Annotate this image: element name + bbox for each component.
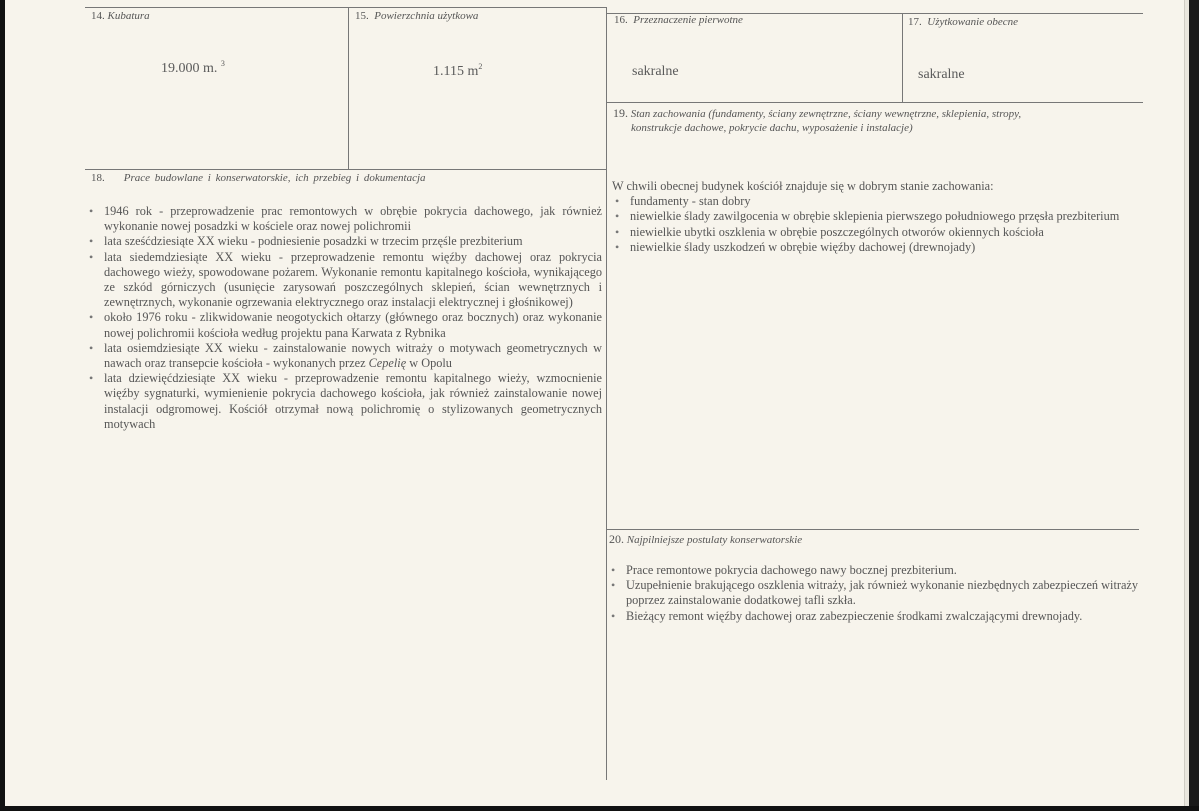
list-item: • niewielkie ślady uszkodzeń w obrębie więźby dachowej (drewnojady) bbox=[612, 240, 1140, 255]
field-20-content bbox=[608, 563, 1138, 624]
field-19-list bbox=[612, 194, 1140, 255]
field-19-intro: W chwili obecnej budynek kościół znajduje się w dobrym stanie zachowania: bbox=[612, 179, 994, 193]
list-item: • 1946 rok - przeprowadzenie prac remontowych w obrębie pokrycia dachowego, jak również wykonanie nowej posadzki w kościele oraz nowej polichromii bbox=[86, 204, 602, 234]
list-item: • fundamenty - stan dobry bbox=[612, 194, 1140, 209]
field-17-label: 17. Użytkowanie obecne bbox=[908, 16, 1018, 28]
list-item: • niewielkie ubytki oszklenia w obrębie poszczególnych otworów okiennych kościoła bbox=[612, 225, 1140, 240]
divider-18-top bbox=[85, 169, 607, 170]
field-19-content bbox=[612, 179, 1140, 255]
list-item: • niewielkie ślady zawilgocenia w obrębie sklepienia pierwszego południowego przęsła prezbiterium bbox=[612, 209, 1140, 224]
field-16-value: sakralne bbox=[632, 64, 679, 79]
field-20-label: 20. Najpilniejsze postulaty konserwatorskie bbox=[609, 532, 803, 546]
field-18-list bbox=[86, 204, 602, 432]
divider-16-17 bbox=[902, 13, 903, 102]
field-18-label: 18. Prace budowlane i konserwatorskie, ich przebieg i dokumentacja bbox=[91, 172, 426, 184]
field-19-label: 19. Stan zachowania (fundamenty, ściany zewnętrzne, ściany wewnętrzne, sklepienia, stropy, konstrukcje dachowe, pokrycie dachu, wyposażenie i instalacje) bbox=[613, 106, 1022, 134]
list-item: • około 1976 roku - zlikwidowanie neogotyckich ołtarzy (głównego oraz bocznych) oraz wykonanie nowej polichromii kościoła według projektu pana Karwata z Rybnika bbox=[86, 310, 602, 340]
field-14-label: 14. Kubatura bbox=[91, 10, 150, 22]
scan-bottom-edge bbox=[0, 806, 1199, 811]
scan-left-edge bbox=[0, 0, 5, 811]
list-item: • lata dziewięćdziesiąte XX wieku - przeprowadzenie remontu kapitalnego wieży, wzmocnienie więźby sygnaturki, wymienienie pokrycia dachowego kościoła, jak również zainstalowanie nowej instalacji odgromowej. Kościół otrzymał nową polichromię o stylizowanych geometrycznych motywach bbox=[86, 371, 602, 432]
divider-main-column bbox=[606, 7, 607, 780]
field-17-value: sakralne bbox=[918, 67, 965, 82]
field-14-value: 19.000 m. $^3$ bbox=[161, 59, 225, 76]
field-20-list bbox=[608, 563, 1138, 624]
divider-14-15 bbox=[348, 7, 349, 170]
field-18-content bbox=[86, 204, 602, 432]
divider-19-top bbox=[607, 102, 1143, 103]
divider-top-left bbox=[85, 7, 607, 8]
list-item: • lata siedemdziesiąte XX wieku - przeprowadzenie remontu więźby dachowej oraz pokrycia dachowego wieży, spowodowane pożarem. Wykonanie remontu kapitalnego kościoła, wynikającego ze szkód górniczych (usunięcie zarysowań poszczególnych sklepień, ścian wewnętrznych i zewnętrznych, wykonanie ogrzewania elektrycznego oraz instalacji elektrycznej i głośnikowej) bbox=[86, 250, 602, 311]
list-item: • Prace remontowe pokrycia dachowego nawy bocznej prezbiterium. bbox=[608, 563, 1138, 578]
field-16-label: 16. Przeznaczenie pierwotne bbox=[614, 14, 743, 26]
list-item: • Uzupełnienie brakującego oszklenia witraży, jak również wykonanie niezbędnych zabezpieczeń witraży poprzez zainstalowanie dodatkowej tafli szkła. bbox=[608, 578, 1138, 608]
list-item: • Bieżący remont więźby dachowej oraz zabezpieczenie środkami zwalczającymi drewnojady. bbox=[608, 609, 1138, 624]
field-15-label: 15. Powierzchnia użytkowa bbox=[355, 10, 479, 22]
field-15-value: 1.115 $m^2$ bbox=[433, 62, 483, 79]
scan-right-edge bbox=[1189, 0, 1199, 811]
list-item: • lata osiemdziesiąte XX wieku - zainstalowanie nowych witraży o motywach geometrycznych w nawach oraz transepcie kościoła - wykonanych przez Cepelię w Opolu bbox=[86, 341, 602, 371]
list-item: • lata sześćdziesiąte XX wieku - podniesienie posadzki w trzecim przęśle prezbiterium bbox=[86, 234, 602, 249]
divider-20-top bbox=[607, 529, 1139, 530]
